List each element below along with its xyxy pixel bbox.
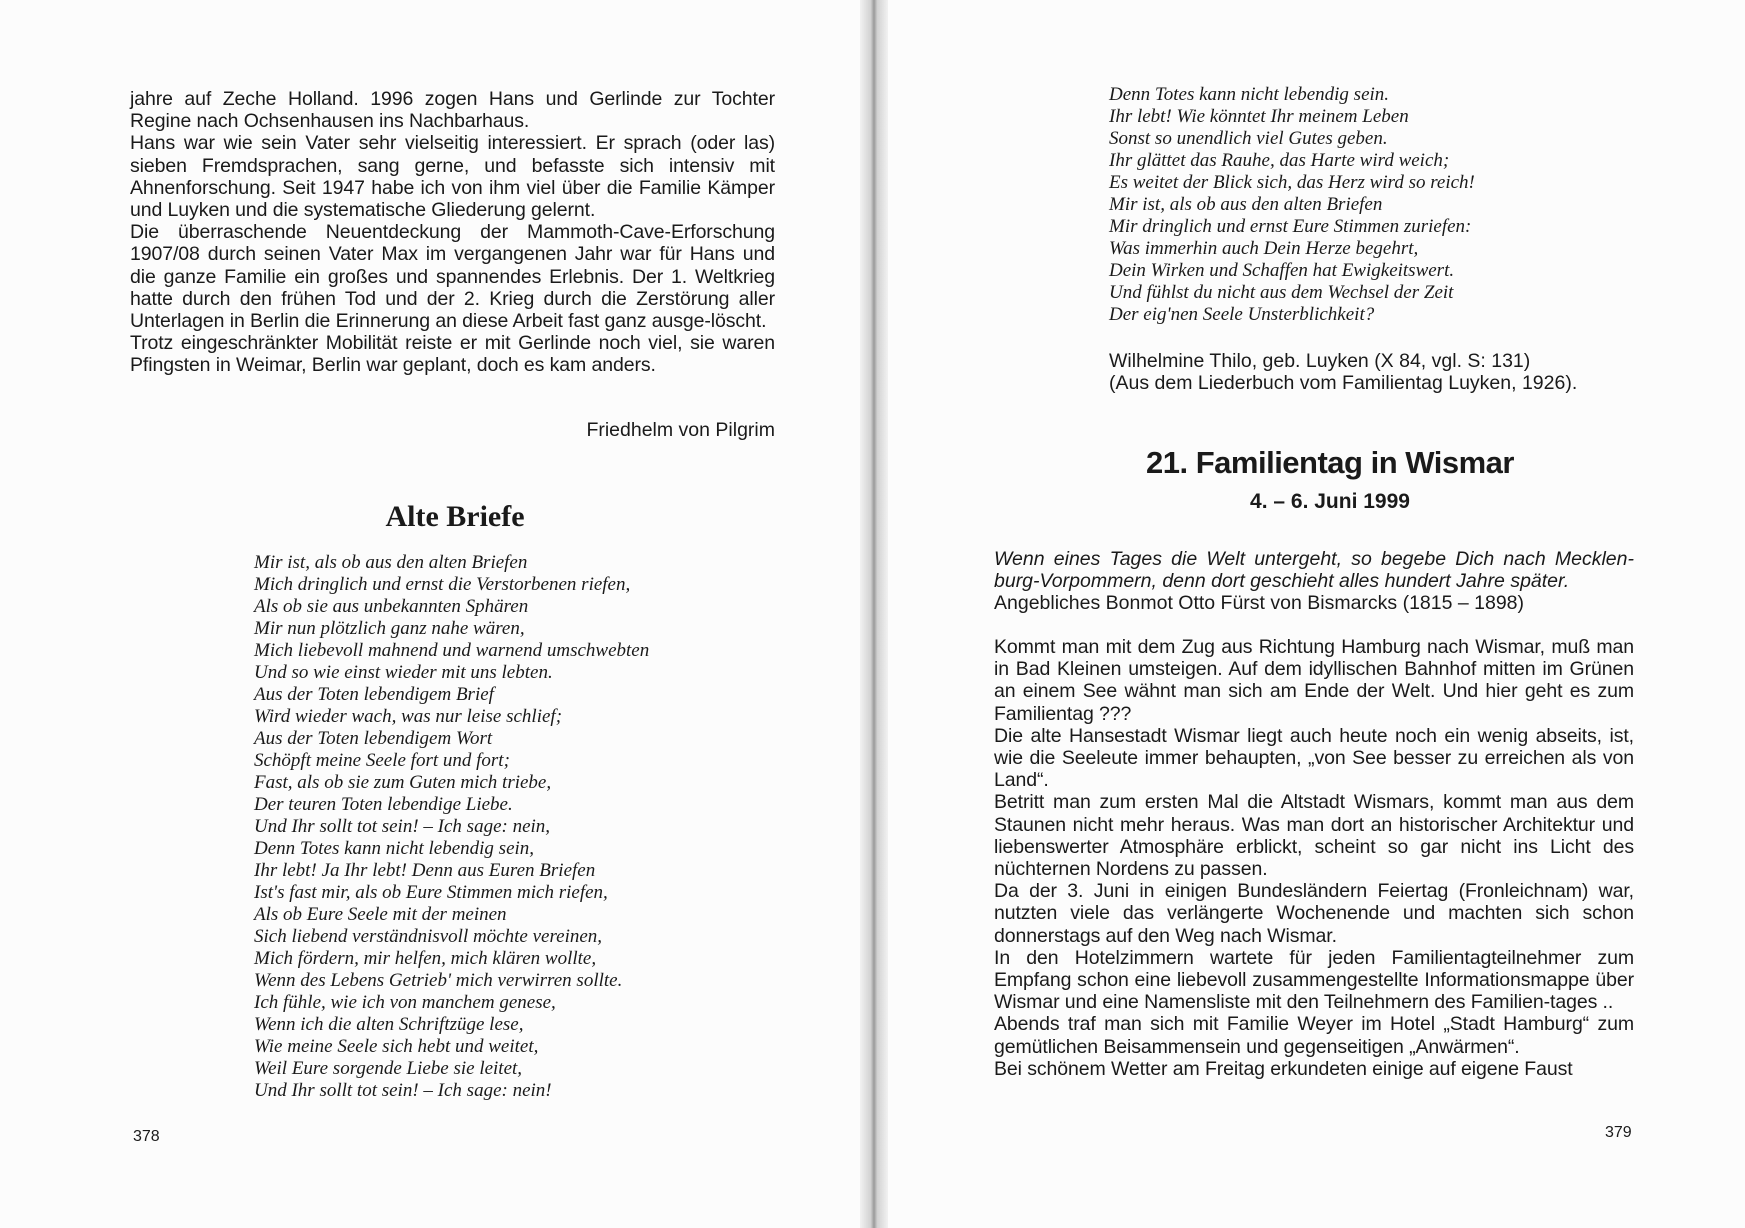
page-number-right: 379 (1605, 1124, 1632, 1141)
poem-line: Ich fühle, wie ich von manchem genese, (254, 992, 556, 1013)
poem-line: Mir ist, als ob aus den alten Briefen (254, 552, 528, 573)
poem-line: Wenn ich die alten Schriftzüge lese, (254, 1014, 524, 1035)
poem-line: Mir ist, als ob aus den alten Briefen (1109, 194, 1383, 215)
poem-left (254, 552, 649, 1102)
poem-line: Mir nun plötzlich ganz nahe wären, (254, 618, 525, 639)
poem-line: Denn Totes kann nicht lebendig sein. (1109, 84, 1390, 105)
poem-line: Ihr lebt! Ja Ihr lebt! Denn aus Euren Briefen (254, 860, 596, 881)
poem-line: Mir dringlich und ernst Eure Stimmen zuriefen: (1109, 216, 1472, 237)
poem-line: Der eig'nen Seele Unsterblichkeit? (1109, 304, 1375, 325)
poem-line: Der teuren Toten lebendige Liebe. (254, 794, 513, 815)
poem-line: Weil Eure sorgende Liebe sie leitet, (254, 1058, 523, 1079)
book-gutter (860, 0, 888, 1228)
poem-line: Mich dringlich und ernst die Verstorbenen riefen, (254, 574, 631, 595)
poem-line: Und Ihr sollt tot sein! – Ich sage: nein, (254, 816, 551, 837)
paragraph: Abends traf man sich mit Familie Weyer im Hotel „Stadt Hamburg“ zum gemütlichen Beisammensein und gegenseitigen „Anwärmen“. (994, 1013, 1634, 1058)
section-date: 4. – 6. Juni 1999 (1250, 490, 1410, 513)
poem-line: Und fühlst du nicht aus dem Wechsel der Zeit (1109, 282, 1454, 303)
poem-line: Wird wieder wach, was nur leise schlief; (254, 706, 563, 727)
poem-citation (1109, 350, 1577, 394)
paragraph: Da der 3. Juni in einigen Bundesländern Feiertag (Fronleichnam) war, nutzten viele das verlängerte Wochenende und machten sich schon donnerstags auf den Weg nach Wismar. (994, 880, 1634, 947)
poem-line: Ihr lebt! Wie könntet Ihr meinem Leben (1109, 106, 1409, 127)
paragraph: jahre auf Zeche Holland. 1996 zogen Hans und Gerlinde zur Tochter Regine nach Ochsenhausen ins Nachbarhaus. (130, 88, 775, 133)
paragraph: Kommt man mit dem Zug aus Richtung Hamburg nach Wismar, muß man in Bad Kleinen umsteigen. Auf dem idyllischen Bahnhof mitten im Grünen an einem See wähnt man sich am Ende der Welt. Und hier geht es zum Familientag ??? (994, 636, 1634, 725)
poem-line: Als ob Eure Seele mit der meinen (254, 904, 507, 925)
poem-right (1109, 84, 1475, 326)
author-signature: Friedhelm von Pilgrim (586, 419, 775, 441)
poem-line: Mich liebevoll mahnend und warnend umschwebten (254, 640, 650, 661)
paragraph: In den Hotelzimmern wartete für jeden Familientagteilnehmer zum Empfang schon eine liebevoll zusammengestellte Informationsmappe über Wismar und eine Namensliste mit den Teilnehmern des Familien-tages .. (994, 946, 1634, 1014)
left-intro-text (130, 88, 775, 377)
paragraph: Hans war wie sein Vater sehr vielseitig interessiert. Er sprach (oder las) sieben Fremdsprachen, sang gerne, und befasste sich intensiv mit Ahnenforschung. Seit 1947 habe ich von ihm viel über die Familie Kämper und Luyken und die systematische Gliederung gelernt. (130, 132, 775, 222)
poem-line: Ist's fast mir, als ob Eure Stimmen mich riefen, (254, 882, 608, 903)
right-body-text (994, 636, 1634, 1080)
poem-line: Was immerhin auch Dein Herze begehrt, (1109, 238, 1419, 259)
paragraph: Trotz eingeschränkter Mobilität reiste er mit Gerlinde noch viel, sie waren Pfingsten in Weimar, Berlin war geplant, doch es kam anders. (130, 332, 775, 377)
poem-line: Denn Totes kann nicht lebendig sein, (254, 838, 535, 859)
poem-line: Sich liebend verständnisvoll möchte vereinen, (254, 926, 603, 947)
poem-line: Wie meine Seele sich hebt und weitet, (254, 1036, 539, 1057)
epigraph-attribution: Angebliches Bonmot Otto Fürst von Bismarcks (1815 – 1898) (994, 592, 1525, 614)
epigraph-quote: Wenn eines Tages die Welt untergeht, so begebe Dich nach Mecklen-burg-Vorpommern, denn dort geschieht alles hundert Jahre später. (994, 548, 1634, 592)
paragraph: Bei schönem Wetter am Freitag erkundeten einige auf eigene Faust (994, 1057, 1573, 1080)
poem-title: Alte Briefe (385, 500, 525, 533)
paragraph: Betritt man zum ersten Mal die Altstadt Wismars, kommt man aus dem Staunen nicht mehr heraus. Was man dort an historischer Architektur und liebenswerter Atmosphäre erblickt, scheint so gar nicht ins Licht des nüchternen Nordens zu passen. (994, 791, 1634, 881)
poem-line: Und so wie einst wieder mit uns lebten. (254, 662, 553, 683)
paragraph: Die alte Hansestadt Wismar liegt auch heute noch ein wenig abseits, ist, wie die Seeleute immer behaupten, „von See besser zu erreichen als von Land“. (994, 724, 1634, 792)
paragraph: Die überraschende Neuentdeckung der Mammoth-Cave-Erforschung 1907/08 durch seinen Vater Max im vergangenen Jahr war für Hans und die ganze Familie ein großes und spannendes Erlebnis. Der 1. Weltkrieg hatte durch den frühen Tod und der 2. Krieg durch die Zerstörung aller Unterlagen in Berlin die Erinnerung an diese Arbeit fast ganz ausge-löscht. (130, 221, 775, 333)
poem-line: Aus der Toten lebendigem Wort (254, 728, 493, 749)
citation-author: Wilhelmine Thilo, geb. Luyken (X 84, vgl. S: 131) (1109, 350, 1531, 372)
poem-line: Fast, als ob sie zum Guten mich triebe, (254, 772, 552, 793)
section-title: 21. Familientag in Wismar (1146, 445, 1514, 480)
poem-line: Als ob sie aus unbekannten Sphären (254, 596, 529, 617)
poem-line: Wenn des Lebens Getrieb' mich verwirren sollte. (254, 970, 623, 991)
poem-line: Und Ihr sollt tot sein! – Ich sage: nein! (254, 1080, 552, 1101)
citation-source: (Aus dem Liederbuch vom Familientag Luyken, 1926). (1109, 372, 1578, 394)
poem-line: Aus der Toten lebendigem Brief (254, 684, 494, 705)
epigraph (994, 548, 1634, 614)
poem-line: Es weitet der Blick sich, das Herz wird so reich! (1109, 172, 1475, 193)
poem-line: Dein Wirken und Schaffen hat Ewigkeitswert. (1109, 260, 1455, 281)
poem-line: Sonst so unendlich viel Gutes geben. (1109, 128, 1388, 149)
page-number-left: 378 (133, 1128, 160, 1145)
poem-line: Mich fördern, mir helfen, mich klären wollte, (254, 948, 597, 969)
poem-line: Schöpft meine Seele fort und fort; (254, 750, 510, 771)
poem-line: Ihr glättet das Rauhe, das Harte wird weich; (1109, 150, 1450, 171)
